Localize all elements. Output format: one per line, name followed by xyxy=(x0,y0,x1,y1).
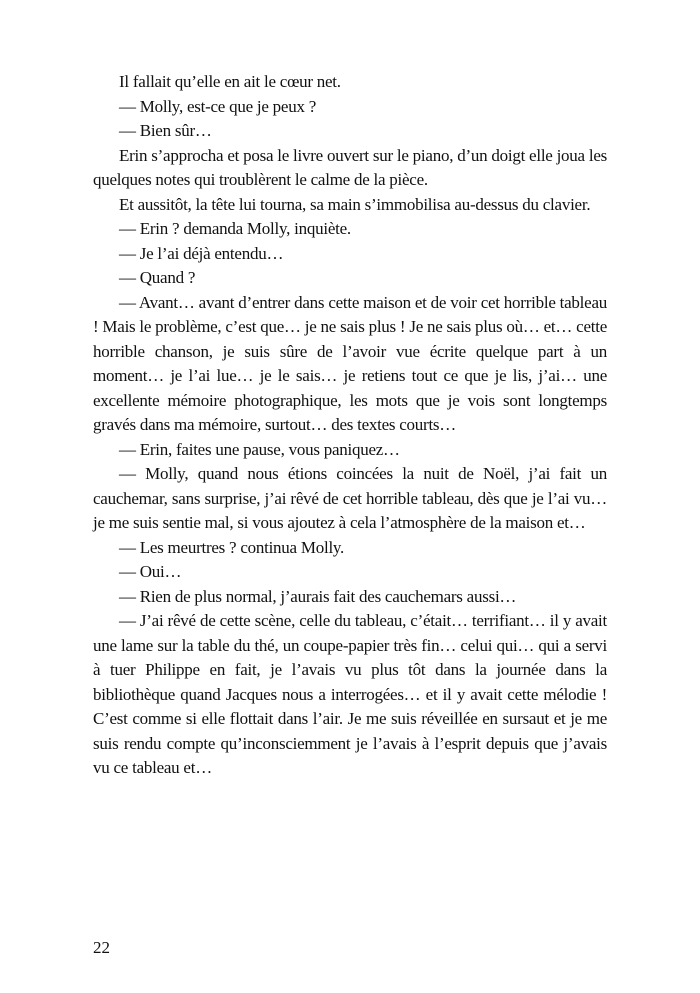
paragraph: Il fallait qu’elle en ait le cœur net. xyxy=(119,72,341,91)
paragraph: — Molly, quand nous étions coincées la nuit de Noël, j’ai fait un cauchemar, sans surprise, j’ai rêvé de cet horrible tableau, dès que je l’ai vu… je me suis sentie mal, si vous ajoutez à cela l’atmosphère de la maison et… xyxy=(93,464,607,532)
paragraph: — Je l’ai déjà entendu… xyxy=(119,243,284,263)
paragraph: — Rien de plus normal, j’aurais fait des cauchemars aussi… xyxy=(119,586,517,606)
paragraph: — Molly, est-ce que je peux ? xyxy=(119,96,316,116)
paragraph: — J’ai rêvé de cette scène, celle du tableau, c’était… terrifiant… il y avait une lame sur la table du thé, un coupe-papier très fin… celui qui… qui a servi à tuer Philippe en fait, je l’avais vu plus tôt dans la journée dans la bibliothèque quand Jacques nous a interrogées… et il y avait cette mélodie ! C’est comme si elle flottait dans l’air. Je me suis réveillée en sursaut et je me suis rendu compte qu’inconsciemment je l’avais à l’esprit depuis que j’avais vu ce tableau et… xyxy=(93,611,607,777)
paragraph: — Les meurtres ? continua Molly. xyxy=(119,537,345,557)
paragraph: — Avant… avant d’entrer dans cette maison et de voir cet horrible tableau ! Mais le problème, c’est que… je ne sais plus ! Je ne sais plus où… et… cette horrible chanson, je suis sûre de l’avoir vue écrite quelque part à un moment… je l’ai lue… je le sais… je retiens tout ce que je lis, j’ai… une excellente mémoire photographique, les mots que je vois sont longtemps gravés dans ma mémoire, surtout… des textes courts… xyxy=(93,292,607,434)
paragraph: Erin s’approcha et posa le livre ouvert sur le piano, d’un doigt elle joua les quelques notes qui troublèrent le calme de la pièce. xyxy=(93,145,607,189)
paragraph: — Erin, faites une pause, vous paniquez… xyxy=(119,439,400,459)
page-number: 22 xyxy=(93,938,110,957)
paragraph: — Bien sûr… xyxy=(119,121,212,140)
paragraph: — Erin ? demanda Molly, inquiète. xyxy=(119,219,351,238)
paragraph: — Quand ? xyxy=(119,268,196,287)
paragraph: — Oui… xyxy=(119,562,182,581)
page-body xyxy=(93,70,607,781)
paragraph: Et aussitôt, la tête lui tourna, sa main s’immobilisa au-dessus du clavier. xyxy=(119,194,591,214)
